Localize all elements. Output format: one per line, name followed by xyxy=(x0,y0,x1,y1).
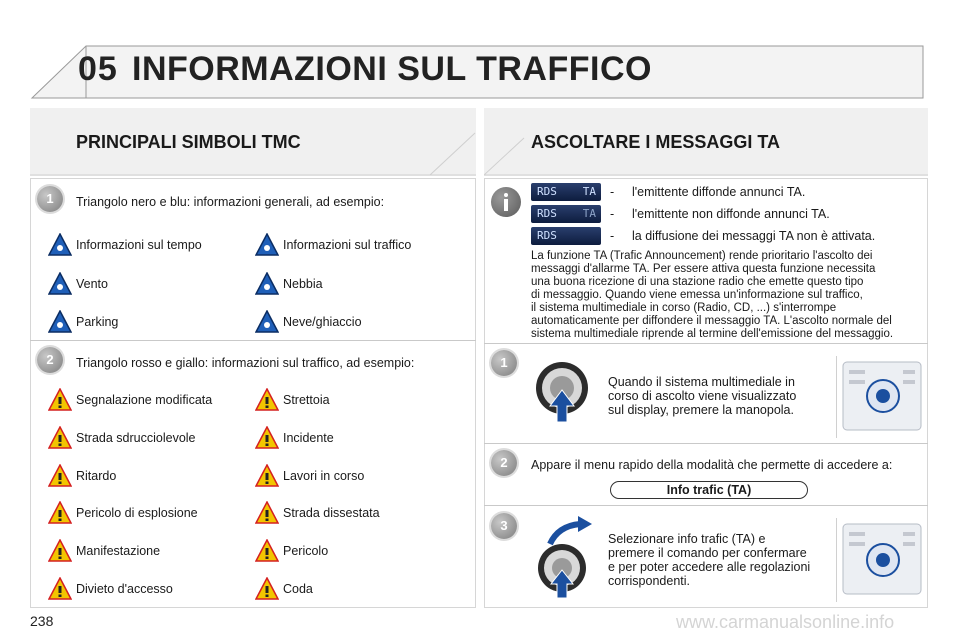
rds-text-2: l'emittente non diffonde annunci TA. xyxy=(632,207,830,221)
paragraph-line: una buona ricezione di una stazione radio che emette questo tipo xyxy=(531,276,864,288)
step3-line: e per poter accedere alle regolazioni xyxy=(608,560,811,574)
symbol-label: Strada dissestata xyxy=(283,506,380,521)
symbol-label: Parking xyxy=(76,315,119,329)
wind-icon xyxy=(48,272,72,296)
symbol-label: Strettoia xyxy=(283,393,330,407)
badge-1: 1 xyxy=(37,186,63,212)
info-trafic-option[interactable]: Info trafic (TA) xyxy=(610,481,808,499)
symbol-label: Ritardo xyxy=(76,468,117,483)
rds-text-3: la diffusione dei messaggi TA non è attivata. xyxy=(632,229,876,243)
step3-line: premere il comando per confermare xyxy=(608,546,807,560)
symbol-label: Vento xyxy=(76,276,108,291)
step1-line: sul display, premere la manopola. xyxy=(608,403,794,417)
paragraph-line: messaggi d'allarme TA. Per essere attiva questa funzione necessita xyxy=(531,263,876,275)
roadwork-icon xyxy=(255,464,279,488)
paragraph-line: automaticamente per diffondere il messaggio TA. L'ascolto normale del xyxy=(531,315,892,327)
group-divider xyxy=(30,340,476,341)
accident-icon xyxy=(255,426,279,450)
ta-label: TA xyxy=(582,185,596,198)
chapter-number: 05 xyxy=(78,50,118,88)
step1-text xyxy=(608,375,796,417)
left-section-title: PRINCIPALI SIMBOLI TMC xyxy=(76,132,301,152)
ta-label: TA xyxy=(582,207,596,220)
group2-intro: Triangolo rosso e giallo: informazioni sul traffico, ad esempio: xyxy=(76,356,415,370)
step2-text: Appare il menu rapido della modalità che permette di accedere a: xyxy=(531,458,893,472)
group1-intro: Triangolo nero e blu: informazioni generali, ad esempio: xyxy=(76,195,385,209)
symbol-label: Lavori in corso xyxy=(283,468,365,483)
symbol-label: Informazioni sul tempo xyxy=(76,238,202,252)
symbol-label: Manifestazione xyxy=(76,544,161,559)
dash: - xyxy=(610,229,615,243)
narrowing-icon xyxy=(255,388,279,412)
rds-display-2 xyxy=(531,205,601,223)
rds-label: RDS xyxy=(537,207,557,220)
paragraph-line: La funzione TA (Trafic Announcement) rende prioritario l'ascolto dei xyxy=(531,250,873,262)
info-icon xyxy=(491,187,521,217)
paragraph-line: di messaggio. Quando viene emessa un'informazione sul traffico, xyxy=(531,289,863,301)
delay-icon xyxy=(48,464,72,488)
page-number: 238 xyxy=(30,613,54,629)
info-icon xyxy=(255,233,279,257)
badge-2: 2 xyxy=(37,347,63,373)
rds-display-1 xyxy=(531,183,601,201)
rds-display-3 xyxy=(531,227,601,245)
rough-road-icon xyxy=(255,501,279,525)
slippery-icon xyxy=(48,426,72,450)
symbol-label: Nebbia xyxy=(283,276,323,291)
right-section-title: ASCOLTARE I MESSAGGI TA xyxy=(531,132,781,152)
rds-label: RDS xyxy=(537,229,557,242)
step3-line: corrispondenti. xyxy=(608,574,690,588)
danger-icon xyxy=(255,539,279,563)
radio-unit-2 xyxy=(836,518,927,602)
queue-icon xyxy=(255,577,279,601)
symbol-label: Pericolo di esplosione xyxy=(76,506,198,521)
knob-rotate-press-icon xyxy=(530,514,600,600)
dash: - xyxy=(610,185,615,199)
radio-unit-1 xyxy=(836,356,927,438)
watermark: www.carmanualsonline.info xyxy=(676,612,895,632)
badge-step-2: 2 xyxy=(491,450,517,476)
badge-step-3: 3 xyxy=(491,513,517,539)
symbol-label: Pericolo xyxy=(283,544,329,559)
weather-icon xyxy=(48,233,72,257)
paragraph-line: sistema multimediale riprende al termine dell'emissione del messaggio. xyxy=(531,328,894,340)
page-title: INFORMAZIONI SUL TRAFFICO xyxy=(132,50,652,88)
step-divider xyxy=(484,443,928,444)
symbol-label: Neve/ghiaccio xyxy=(283,315,362,329)
rds-text-1: l'emittente diffonde annunci TA. xyxy=(632,185,806,199)
symbol-label: Coda xyxy=(283,582,313,596)
fog-icon xyxy=(255,272,279,296)
ta-paragraph xyxy=(531,250,923,341)
symbol-label: Informazioni sul traffico xyxy=(283,238,412,252)
parking-icon xyxy=(48,310,72,334)
symbol-label: Strada sdrucciolevole xyxy=(76,430,196,445)
no-entry-icon xyxy=(48,577,72,601)
snow-icon xyxy=(255,310,279,334)
symbol-label: Incidente xyxy=(283,430,334,445)
badge-step-1: 1 xyxy=(491,350,517,376)
symbol-label: Divieto d'accesso xyxy=(76,582,173,596)
step-divider xyxy=(484,343,928,344)
step3-line: Selezionare info trafic (TA) e xyxy=(608,532,766,546)
event-icon xyxy=(48,539,72,563)
explosion-icon xyxy=(48,501,72,525)
dash: - xyxy=(610,207,615,221)
step-divider xyxy=(484,505,928,506)
symbol-label: Segnalazione modificata xyxy=(76,393,213,407)
knob-press-icon xyxy=(530,360,590,426)
paragraph-line: il sistema multimediale in corso (Radio, CD, ...) s'interrompe xyxy=(531,302,837,314)
step1-line: Quando il sistema multimediale in xyxy=(608,375,795,389)
step1-line: corso di ascolto viene visualizzato xyxy=(608,389,797,403)
modified-icon xyxy=(48,388,72,412)
step3-text xyxy=(608,532,810,588)
rds-label: RDS xyxy=(537,185,557,198)
